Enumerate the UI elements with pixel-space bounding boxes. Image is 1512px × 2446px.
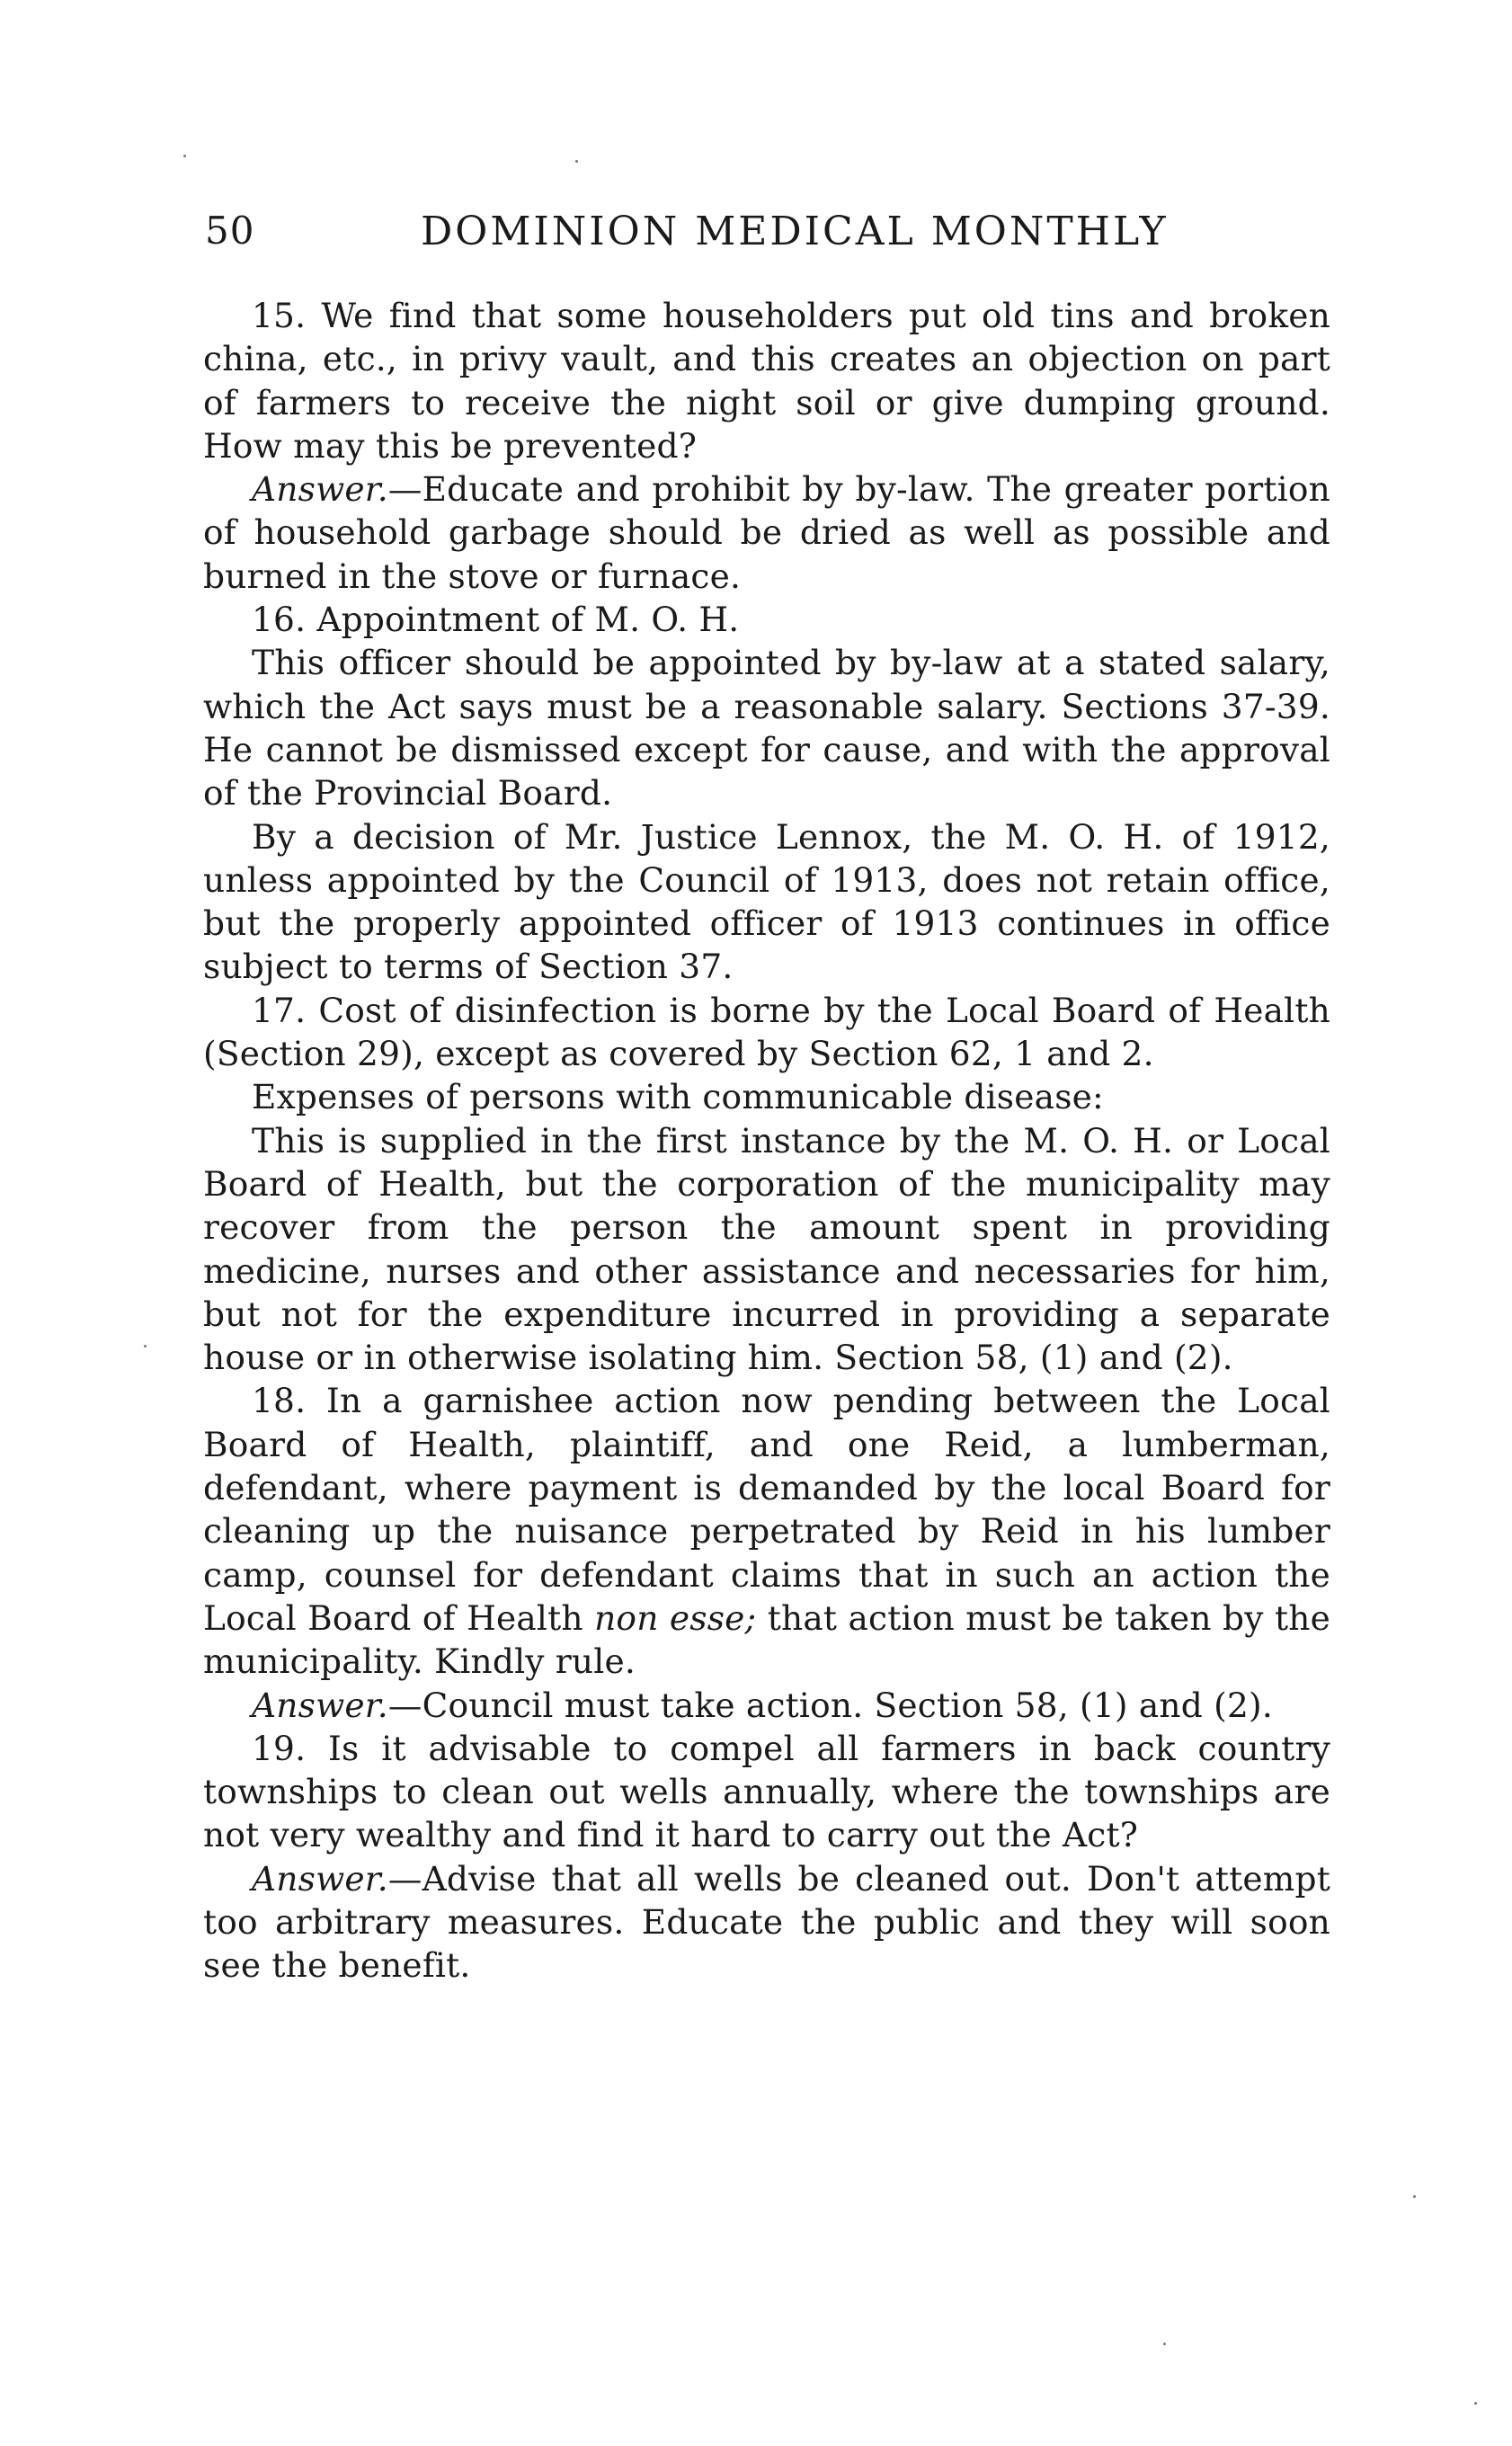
- paragraph-text: —Council must take action. Section 58, (1) and (2).: [387, 1685, 1273, 1725]
- article-body: [203, 294, 1330, 1988]
- page-number: 50: [205, 209, 255, 253]
- paragraph-text: 19. Is it advisable to compel all farmers in back country townships to clean out wells annually, where the townships are not very wealthy and find it hard to carry out the Act?: [203, 1728, 1330, 1855]
- paragraph-text: —Educate and prohibit by by-law. The greater portion of household garbage should be dried as well as possible and burned in the stove or furnace.: [203, 469, 1330, 596]
- paragraph-question-17: [203, 989, 1330, 1076]
- answer-label: Answer.: [252, 1685, 388, 1725]
- running-title: DOMINION MEDICAL MONTHLY: [421, 209, 1169, 254]
- paragraph-text: that action must be taken by the municipality. Kindly rule.: [203, 1597, 1330, 1682]
- paragraph-question-18: [203, 1379, 1330, 1683]
- paragraph-question-16: [203, 598, 1330, 641]
- paragraph-answer-16: [203, 641, 1330, 814]
- paragraph-answer-15: [203, 467, 1330, 598]
- paragraph-answer-18: [203, 1684, 1330, 1727]
- scan-speck: [1413, 2195, 1416, 2198]
- paragraph-text: This officer should be appointed by by-law at a stated salary, which the Act says must be a reasonable salary. Sections 37-39. He cannot be dismissed except for cause, and with the approval of the Provincial Board.: [203, 643, 1330, 814]
- paragraph-answer-19: [203, 1857, 1330, 1988]
- paragraph-lennox-decision: [203, 815, 1330, 989]
- paragraph-text: 15. We find that some householders put old tins and broken china, etc., in privy vault, and this creates an objection on part of farmers to receive the night soil or give dumping ground. How may this be prevented?: [203, 296, 1330, 466]
- scan-speck: [1163, 2343, 1166, 2345]
- answer-label: Answer.: [252, 1858, 388, 1899]
- scan-speck: [1474, 2402, 1477, 2405]
- scan-speck: [575, 160, 578, 163]
- paragraph-expenses-body: [203, 1119, 1330, 1380]
- paragraph-text: 16. Appointment of M. O. H.: [252, 600, 740, 640]
- paragraph-text: By a decision of Mr. Justice Lennox, the M. O. H. of 1912, unless appointed by the Council of 1913, does not retain office, but the properly appointed officer of 1913 continues in office subject to terms of Section 37.: [203, 816, 1330, 987]
- answer-label: Answer.: [252, 469, 388, 510]
- paragraph-text: 18. In a garnishee action now pending between the Local Board of Health, plaintiff, and one Reid, a lumberman, defendant, where payment is demanded by the local Board for cleaning up the nuisance perpetrated by Reid in his lumber camp, counsel for defendant claims that in such an action the Local Board of Health: [203, 1381, 1330, 1638]
- paragraph-question-19: [203, 1727, 1330, 1857]
- paragraph-text: Expenses of persons with communicable disease:: [252, 1077, 1104, 1117]
- paragraph-text: This is supplied in the first instance by the M. O. H. or Local Board of Health, but the corporation of the municipality may recover from the person the amount spent in providing medicine, nurses and other assistance and necessaries for him, but not for the expenditure incurred in providing a separate house or in otherwise isolating him. Section 58, (1) and (2).: [203, 1120, 1330, 1378]
- page-header: [205, 209, 1330, 266]
- paragraph-text: 17. Cost of disinfection is borne by the Local Board of Health (Section 29), except as covered by Section 62, 1 and 2.: [203, 990, 1330, 1074]
- paragraph-text: —Advise that all wells be cleaned out. Don't attempt too arbitrary measures. Educate the public and they will soon see the benefit.: [203, 1858, 1330, 1986]
- scan-speck: [144, 1345, 147, 1348]
- scan-speck: [183, 155, 186, 157]
- paragraph-expenses-heading: [203, 1075, 1330, 1118]
- latin-phrase: non esse;: [594, 1597, 757, 1638]
- paragraph-question-15: [203, 294, 1330, 467]
